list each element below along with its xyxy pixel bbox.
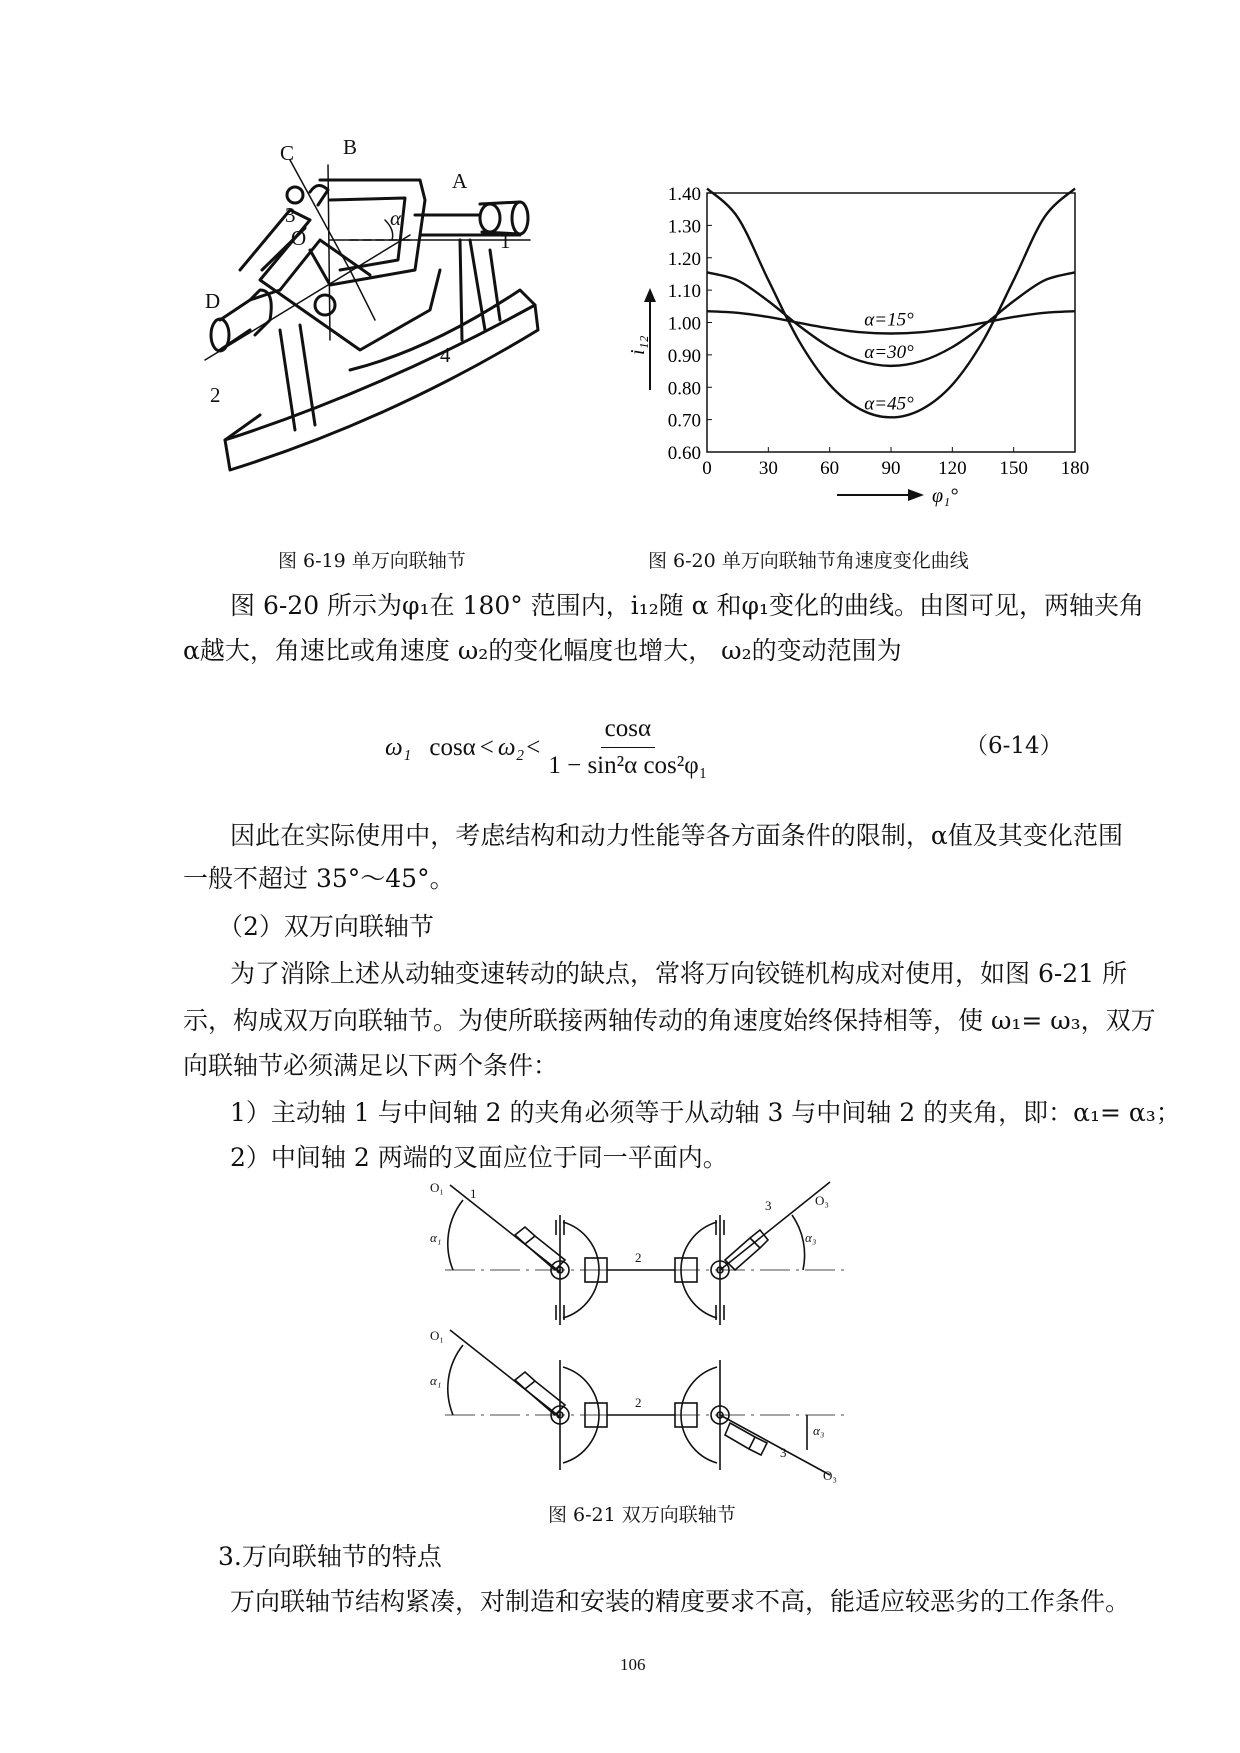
figure-6-20-caption: 图 6-20 单万向联轴节角速度变化曲线 [648, 550, 969, 572]
label-O1-bottom: O₁ [430, 1328, 444, 1343]
condition-1: 1）主动轴 1 与中间轴 2 的夹角必须等于从动轴 3 与中间轴 2 的夹角，即：α₁= α₃； [230, 1098, 1181, 1127]
paragraph-line: α越大，角速比或角速度 ω₂的变化幅度也增大， ω₂的变动范围为 [183, 636, 902, 665]
y-tick-label: 1.00 [667, 313, 701, 335]
label-O3-bottom: O₃ [823, 1468, 837, 1483]
series-label-3: α=45° [864, 393, 914, 415]
label-shaft-2: 2 [635, 1250, 642, 1265]
equation-number: （6-14） [965, 733, 1063, 759]
formula-numerator: cosα [601, 715, 655, 748]
series-line-3 [707, 188, 1075, 417]
label-O3: O₃ [815, 1193, 829, 1208]
y-tick-label: 1.30 [667, 216, 701, 238]
y-tick-label: 1.40 [667, 184, 701, 205]
x-axis-label: φ₁° [932, 485, 959, 507]
y-tick-label: 1.20 [667, 248, 701, 270]
label-B: B [343, 140, 358, 159]
label-3: 3 [285, 203, 296, 227]
x-tick-label: 180 [1060, 458, 1090, 479]
formula-lt: < [479, 733, 494, 761]
formula-omega2: ω₂ [497, 733, 525, 761]
y-tick-label: 0.70 [667, 410, 701, 432]
figure-6-21-double-universal-joint [425, 1180, 865, 1490]
paragraph-line: 一般不超过 35°～45°。 [183, 864, 455, 893]
x-tick-label: 120 [938, 458, 967, 479]
series-label-1: α=15° [864, 309, 914, 331]
paragraph-line: 图 6-20 所示为φ₁在 180° 范围内，i₁₂随 α 和φ₁变化的曲线。由图可见，两轴夹角 [230, 591, 1145, 620]
condition-2: 2）中间轴 2 两端的叉面应位于同一平面内。 [230, 1143, 728, 1172]
x-tick-label: 150 [999, 458, 1028, 479]
equation-6-14 [385, 715, 707, 780]
label-O: O [291, 226, 307, 250]
x-axis-arrowhead [908, 489, 924, 501]
label-shaft-1: 1 [470, 1186, 477, 1201]
figure-6-21-caption: 图 6-21 双万向联轴节 [548, 1504, 736, 1526]
label-alpha3: α₃ [805, 1230, 817, 1245]
label-A: A [452, 169, 468, 193]
y-tick-label: 0.80 [667, 378, 701, 400]
label-C: C [280, 141, 295, 165]
y-axis-arrowhead [644, 288, 656, 302]
y-tick-label: 0.60 [667, 443, 701, 464]
label-1: 1 [500, 229, 511, 253]
label-alpha: α [390, 206, 402, 230]
formula-cos-alpha: cosα [429, 733, 476, 761]
paragraph-line: 为了消除上述从动轴变速转动的缺点，常将万向铰链机构成对使用，如图 6-21 所 [230, 959, 1128, 988]
figure-6-19-caption: 图 6-19 单万向联轴节 [278, 550, 466, 572]
series-label-2: α=30° [864, 341, 914, 363]
figure-6-20-chart [600, 150, 1140, 530]
formula-lt: < [526, 733, 541, 761]
label-shaft-3-bottom: 3 [780, 1445, 787, 1460]
y-axis-label: i₁₂ [627, 335, 649, 355]
x-tick-label: 0 [702, 458, 712, 479]
label-alpha1-bottom: α₁ [430, 1373, 442, 1388]
paragraph-line: 向联轴节必须满足以下两个条件： [183, 1051, 559, 1080]
x-tick-label: 30 [758, 458, 778, 479]
label-D: D [205, 289, 221, 313]
section-heading: 3.万向联轴节的特点 [218, 1542, 442, 1571]
label-alpha1: α₁ [430, 1230, 442, 1245]
label-alpha3-bottom: α₃ [813, 1423, 825, 1438]
formula-omega1: ω₁ [385, 733, 412, 761]
figure-6-19-universal-joint-drawing [200, 140, 600, 490]
x-tick-label: 60 [820, 458, 840, 479]
y-tick-label: 0.90 [667, 345, 701, 367]
diagram-top-row [445, 1182, 845, 1325]
label-2: 2 [210, 383, 221, 407]
label-shaft-3: 3 [765, 1198, 772, 1213]
paragraph-line: 因此在实际使用中，考虑结构和动力性能等各方面条件的限制，α值及其变化范围 [230, 821, 1123, 850]
page-number: 106 [620, 1655, 646, 1674]
label-shaft-2-bottom: 2 [635, 1395, 642, 1410]
label-4: 4 [440, 343, 451, 367]
label-O1: O₁ [430, 1180, 444, 1195]
x-tick-label: 90 [881, 458, 901, 479]
formula-denominator: 1 − sin²α cos²φ₁ [548, 752, 708, 779]
paragraph-line: 万向联轴节结构紧凑，对制造和安装的精度要求不高，能适应较恶劣的工作条件。 [230, 1587, 1131, 1616]
paragraph-line: 示，构成双万向联轴节。为使所联接两轴传动的角速度始终保持相等，使 ω₁= ω₃，双万 [183, 1006, 1156, 1035]
y-tick-label: 1.10 [667, 281, 701, 303]
section-heading: （2）双万向联轴节 [218, 912, 434, 941]
formula-fraction [548, 715, 707, 780]
